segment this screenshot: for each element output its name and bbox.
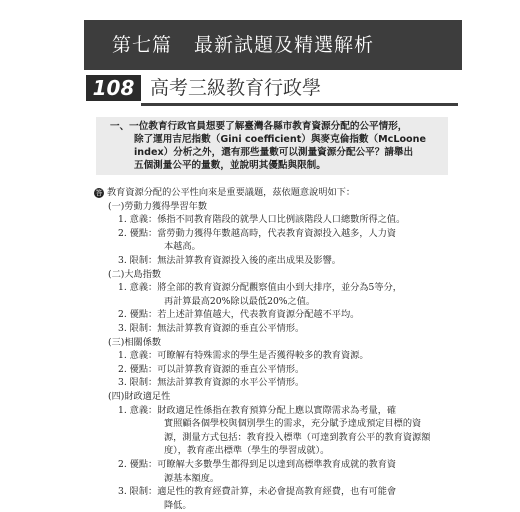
answer-line: 3. 限制：無法計算教育資源投入後的產出成果及影響。 xyxy=(118,255,341,266)
answer-line: 度），教育產出標準（學生的學習成就）。 xyxy=(164,445,330,457)
answer-line: 源基本額度。 xyxy=(164,472,220,484)
question-line: 一、一位教育行政官員想要了解臺灣各縣市教育資源分配的公平情形， xyxy=(110,121,408,132)
answer-line: 3. 限制：無法計算教育資源的垂直公平情形。 xyxy=(118,323,305,334)
chapter-part: 第七篇 xyxy=(112,34,173,56)
answer-line: 降低。 xyxy=(164,499,192,511)
question-line: 除了運用吉尼指數（Gini coefficient）與麥克倫指數（McLoone xyxy=(134,134,426,145)
answer-mark-icon: 答 xyxy=(95,188,103,197)
answer-line: 2. 優點：可以計算教育資源的垂直公平情形。 xyxy=(118,363,305,375)
section-title-row xyxy=(86,75,458,101)
question-line: index）分析之外，還有那些量數可以測量資源分配公平？請舉出 xyxy=(134,147,414,158)
answer-intro-line xyxy=(94,186,355,200)
answer-line: 3. 限制：無法計算教育資源的水平公平情形。 xyxy=(118,377,305,389)
answer-line: 本越高。 xyxy=(164,241,201,253)
answer-line: 1. 意義：財政適足性係指在教育預算分配上應以實際需求為考量，確 xyxy=(118,404,397,416)
question-box xyxy=(96,117,448,175)
answer-line: 2. 優點：當勞動力獲得年數越高時，代表教育資源投入越多，人力資 xyxy=(118,227,397,239)
section-title: 高考三級教育行政學 xyxy=(150,77,322,99)
answer-line: 1. 意義：可瞭解有特殊需求的學生是否獲得較多的教育資源。 xyxy=(118,350,369,362)
answer-line: (一)勞動力獲得學習年數 xyxy=(108,200,208,212)
year-badge: 108 xyxy=(86,75,141,101)
answer-line: 實照顧各個學校與個別學生的需求，充分賦予達成預定目標的資 xyxy=(164,418,422,430)
question-line: 五個測量公平的量數，並說明其優點與限制。 xyxy=(134,160,326,171)
chapter-title: 最新試題及精選解析 xyxy=(194,34,375,56)
chapter-header-text xyxy=(112,20,374,70)
answer-line: (四)財政適足性 xyxy=(108,391,171,402)
answer-line: 源，測量方式包括：教育投入標準（可達到教育公平的教育資源額 xyxy=(164,431,431,443)
answer-line: 1. 意義：係指不同教育階段的就學人口比例該階段人口總數所得之值。 xyxy=(118,214,406,226)
answer-line: 2. 優點：可瞭解大多數學生都得到足以達到高標準教育成就的教育資 xyxy=(118,459,397,470)
answer-line: 再計算最高20%除以最低20%之值。 xyxy=(164,295,316,307)
title-underline xyxy=(141,103,458,106)
answer-line: 2. 優點：若上述計算值越大，代表教育資源分配越不平均。 xyxy=(118,309,360,321)
answer-line: (三)相關係數 xyxy=(108,336,162,348)
answer-intro: 教育資源分配的公平性向來是重要議題，茲依題意說明如下： xyxy=(107,187,356,198)
answer-line: 3. 限制：適足性的教育經費計算，未必會提高教育經費，也有可能會 xyxy=(118,486,397,498)
answer-line: (二)大島指數 xyxy=(108,268,162,280)
answer-line: 1. 意義：將全部的教育資源分配觀察值由小到大排序，並分為5等分， xyxy=(118,282,402,294)
chapter-header xyxy=(84,20,462,70)
